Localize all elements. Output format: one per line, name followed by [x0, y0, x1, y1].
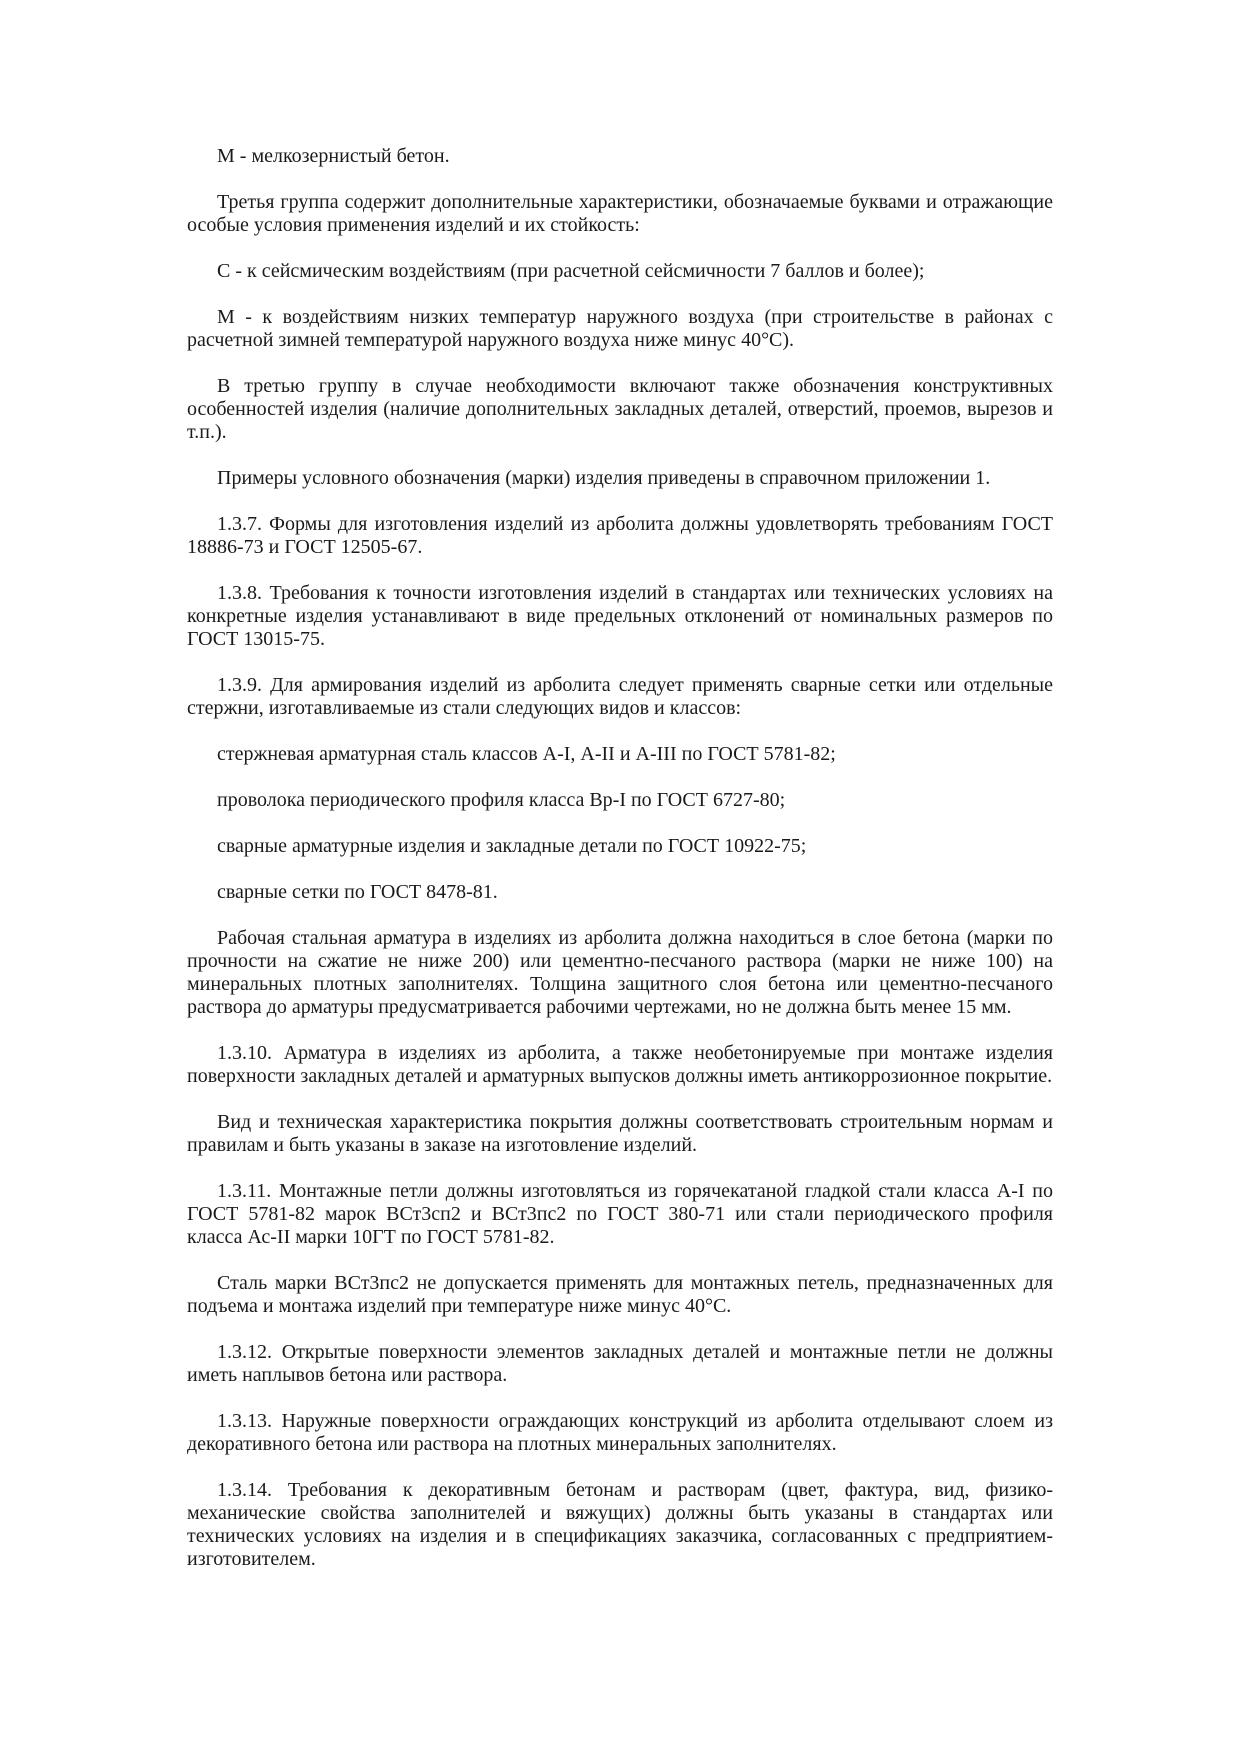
paragraph-1-3-14: 1.3.14. Требования к декоративным бетонам и растворам (цвет, фактура, вид, физико-механические свойства заполнителей и вяжущих) должны быть указаны в стандартах или технических условиях на изделия и в спецификациях заказчика, согласованных с предприятием-изготовителем. — [187, 1479, 1053, 1570]
paragraph-coating-type: Вид и техническая характеристика покрытия должны соответствовать строительным нормам и правилам и быть указаны в заказе на изготовление изделий. — [187, 1111, 1053, 1156]
paragraph-working-rebar: Рабочая стальная арматура в изделиях из арболита должна находиться в слое бетона (марки по прочности на сжатие не ниже 200) или цементно-песчаного раствора (марки не ниже 100) на минеральных плотных заполнителях. Толщина защитного слоя бетона или цементно-песчаного раствора до арматуры предусматривается рабочими чертежами, но не должна быть менее 15 мм. — [187, 927, 1053, 1018]
paragraph-1-3-8: 1.3.8. Требования к точности изготовления изделий в стандартах или технических условиях на конкретные изделия устанавливают в виде предельных отклонений от номинальных размеров по ГОСТ 13015-75. — [187, 582, 1053, 650]
paragraph-examples: Примеры условного обозначения (марки) изделия приведены в справочном приложении 1. — [217, 467, 991, 489]
paragraph-third-group: Третья группа содержит дополнительные характеристики, обозначаемые буквами и отражающие особые условия применения изделий и их стойкость: — [187, 191, 1053, 236]
paragraph-1-3-13: 1.3.13. Наружные поверхности ограждающих конструкций из арболита отделывают слоем из декоративного бетона или раствора на плотных минеральных заполнителях. — [187, 1410, 1053, 1455]
paragraph-1-3-10: 1.3.10. Арматура в изделиях из арболита, а также необетонируемые при монтаже изделия поверхности закладных деталей и арматурных выпусков должны иметь антикоррозионное покрытие. — [187, 1042, 1053, 1087]
paragraph-m-fine-concrete: М - мелкозернистый бетон. — [217, 145, 450, 167]
paragraph-third-group-design: В третью группу в случае необходимости включают также обозначения конструктивных особенностей изделия (наличие дополнительных закладных деталей, отверстий, проемов, вырезов и т.п.). — [187, 375, 1053, 443]
paragraph-steel-grade: Сталь марки ВСт3пс2 не допускается применять для монтажных петель, предназначенных для подъема и монтажа изделий при температуре ниже минус 40°С. — [187, 1272, 1053, 1317]
paragraph-1-3-12: 1.3.12. Открытые поверхности элементов закладных деталей и монтажные петли не должны иметь наплывов бетона или раствора. — [187, 1341, 1053, 1386]
paragraph-c-seismic: С - к сейсмическим воздействиям (при расчетной сейсмичности 7 баллов и более); — [217, 260, 925, 282]
paragraph-1-3-9: 1.3.9. Для армирования изделий из арболита следует применять сварные сетки или отдельные стержни, изготавливаемые из стали следующих видов и классов: — [187, 674, 1053, 719]
paragraph-1-3-11: 1.3.11. Монтажные петли должны изготовляться из горячекатаной гладкой стали класса А-I по ГОСТ 5781-82 марок ВСт3сп2 и ВСт3пс2 по ГОСТ 380-71 или стали периодического профиля класса Ас-II марки 10ГТ по ГОСТ 5781-82. — [187, 1180, 1053, 1248]
list-item-welded-mesh: сварные сетки по ГОСТ 8478-81. — [217, 881, 498, 903]
list-item-rebar-steel: стержневая арматурная сталь классов А-I, А-II и А-III по ГОСТ 5781-82; — [217, 743, 836, 765]
paragraph-1-3-7: 1.3.7. Формы для изготовления изделий из арболита должны удовлетворять требованиям ГОСТ 18886-73 и ГОСТ 12505-67. — [187, 513, 1053, 558]
list-item-welded-products: сварные арматурные изделия и закладные детали по ГОСТ 10922-75; — [217, 835, 807, 857]
list-item-wire: проволока периодического профиля класса Вр-I по ГОСТ 6727-80; — [217, 789, 786, 811]
paragraph-m-low-temp: М - к воздействиям низких температур наружного воздуха (при строительстве в районах с расчетной зимней температурой наружного воздуха ниже минус 40°С). — [187, 306, 1053, 351]
document-page — [187, 145, 1053, 1594]
